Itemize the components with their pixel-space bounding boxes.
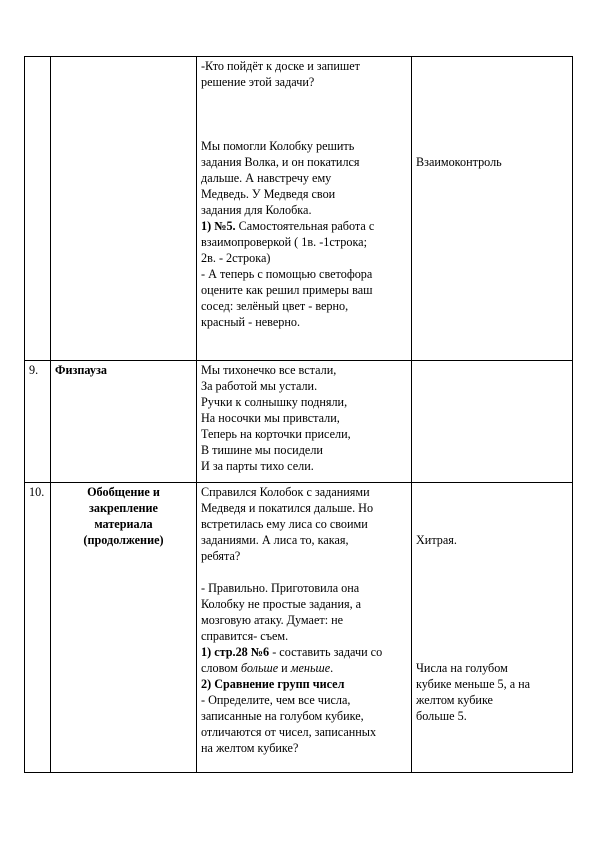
text-line <box>55 532 192 548</box>
text-line <box>201 580 407 596</box>
text-segment: больше 5. <box>416 709 467 723</box>
stage-cell <box>51 483 197 773</box>
text-segment: на желтом кубике? <box>201 741 299 755</box>
text-line <box>55 362 192 378</box>
text-segment: Обобщение и <box>87 485 160 499</box>
text-segment: - составить задачи со <box>269 645 383 659</box>
text-line <box>201 740 407 756</box>
text-line <box>201 154 407 170</box>
blank-line <box>201 564 407 580</box>
text-line <box>201 250 407 266</box>
blank-line <box>201 90 407 106</box>
blank-line <box>416 644 568 660</box>
text-line <box>201 532 407 548</box>
text-segment: - Правильно. Приготовила она <box>201 581 360 595</box>
row-number: 9. <box>25 361 51 483</box>
blank-line <box>416 138 568 154</box>
text-segment: Физпауза <box>55 363 107 377</box>
text-segment: меньше <box>290 661 331 675</box>
text-segment: словом <box>201 661 241 675</box>
text-line <box>416 676 568 692</box>
text-segment: заданиями. А лиса то, какая, <box>201 533 349 547</box>
text-segment: материала <box>94 517 153 531</box>
teacher-activity-cell <box>197 483 412 773</box>
text-segment: больше <box>240 661 279 675</box>
text-line <box>201 612 407 628</box>
teacher-activity-cell <box>197 57 412 361</box>
text-segment: (продолжение) <box>83 533 164 547</box>
text-segment: Взаимоконтроль <box>416 155 502 169</box>
stage-cell <box>51 361 197 483</box>
blank-line <box>416 122 568 138</box>
blank-line <box>416 484 568 500</box>
text-line <box>201 708 407 724</box>
text-line <box>201 170 407 186</box>
text-segment: Числа на голубом <box>416 661 508 675</box>
text-segment: Медведя и покатился дальше. Но <box>201 501 374 515</box>
text-line <box>201 724 407 740</box>
text-line <box>201 644 407 660</box>
text-line <box>201 426 407 442</box>
text-segment: За работой мы устали. <box>201 379 318 393</box>
student-activity-cell <box>412 483 573 773</box>
text-line <box>201 282 407 298</box>
text-line <box>55 484 192 500</box>
blank-line <box>416 516 568 532</box>
text-line <box>201 628 407 644</box>
text-segment: Мы тихонечко все встали, <box>201 363 337 377</box>
blank-line <box>416 90 568 106</box>
text-line <box>201 548 407 564</box>
text-segment: желтом кубике <box>416 693 493 707</box>
blank-line <box>416 74 568 90</box>
text-segment: 2) Сравнение групп чисел <box>201 677 345 691</box>
text-line <box>201 218 407 234</box>
text-segment: кубике меньше 5, а на <box>416 677 531 691</box>
text-line <box>201 660 407 676</box>
table-row <box>25 483 573 773</box>
text-segment: На носочки мы привстали, <box>201 411 340 425</box>
text-segment: Ручки к солнышку подняли, <box>201 395 348 409</box>
text-segment: Мы помогли Колобку решить <box>201 139 355 153</box>
text-line <box>201 596 407 612</box>
text-line <box>201 74 407 90</box>
text-segment: и <box>278 661 291 675</box>
blank-line <box>416 500 568 516</box>
blank-line <box>416 596 568 612</box>
text-segment: решение этой задачи? <box>201 75 315 89</box>
blank-line <box>416 106 568 122</box>
table-row <box>25 57 573 361</box>
text-segment: взаимопроверкой ( 1в. -1строка; <box>201 235 367 249</box>
text-segment: И за парты тихо сели. <box>201 459 314 473</box>
text-line <box>201 234 407 250</box>
text-segment: дальше. А навстречу ему <box>201 171 332 185</box>
text-line <box>201 378 407 394</box>
teacher-activity-cell <box>197 361 412 483</box>
text-line <box>416 154 568 170</box>
text-segment: Медведь. У Медведя свои <box>201 187 336 201</box>
text-segment: 2в. - 2строка) <box>201 251 271 265</box>
text-line <box>201 202 407 218</box>
text-segment: Справился Колобок с заданиями <box>201 485 370 499</box>
text-line <box>201 484 407 500</box>
text-line <box>55 500 192 516</box>
text-line <box>201 516 407 532</box>
blank-line <box>416 548 568 564</box>
text-segment: - А теперь с помощью светофора <box>201 267 373 281</box>
text-line <box>201 394 407 410</box>
text-line <box>201 58 407 74</box>
text-line <box>416 532 568 548</box>
lesson-plan-table <box>24 56 573 773</box>
text-segment: справится- съем. <box>201 629 289 643</box>
text-segment: закрепление <box>89 501 158 515</box>
text-segment: В тишине мы посидели <box>201 443 323 457</box>
row-number <box>25 57 51 361</box>
text-line <box>201 186 407 202</box>
blank-line <box>201 122 407 138</box>
student-activity-cell <box>412 57 573 361</box>
text-line <box>201 410 407 426</box>
text-line <box>201 314 407 330</box>
text-segment: Самостоятельная работа с <box>238 219 375 233</box>
text-line <box>201 298 407 314</box>
text-line <box>201 138 407 154</box>
text-line <box>416 692 568 708</box>
text-segment: задания Волка, и он покатился <box>201 155 360 169</box>
text-line <box>201 458 407 474</box>
text-segment: Колобку не простые задания, а <box>201 597 362 611</box>
text-line <box>201 692 407 708</box>
text-segment: мозговую атаку. Думает: не <box>201 613 344 627</box>
row-number: 10. <box>25 483 51 773</box>
text-segment: красный - неверно. <box>201 315 300 329</box>
text-segment: задания для Колобка. <box>201 203 312 217</box>
text-line <box>201 500 407 516</box>
text-segment: 1) №5. <box>201 219 239 233</box>
blank-line <box>201 106 407 122</box>
table-row <box>25 361 573 483</box>
stage-cell <box>51 57 197 361</box>
text-segment: сосед: зелёный цвет - верно, <box>201 299 349 313</box>
blank-line <box>416 580 568 596</box>
student-activity-cell <box>412 361 573 483</box>
text-segment: 1) стр.28 №6 <box>201 645 270 659</box>
text-segment: отличаются от чисел, записанных <box>201 725 377 739</box>
text-segment: встретилась ему лиса со своими <box>201 517 368 531</box>
blank-line <box>416 58 568 74</box>
text-segment: ребята? <box>201 549 241 563</box>
text-line <box>416 660 568 676</box>
text-line <box>201 676 407 692</box>
text-segment: . <box>330 661 334 675</box>
text-line <box>55 516 192 532</box>
text-segment: Хитрая. <box>416 533 457 547</box>
blank-line <box>416 612 568 628</box>
text-segment: - Определите, чем все числа, <box>201 693 351 707</box>
blank-line <box>416 564 568 580</box>
text-line <box>201 442 407 458</box>
text-segment: -Кто пойдёт к доске и запишет <box>201 59 360 73</box>
blank-line <box>416 628 568 644</box>
text-line <box>201 362 407 378</box>
text-segment: оцените как решил примеры ваш <box>201 283 373 297</box>
text-line <box>416 708 568 724</box>
text-line <box>201 266 407 282</box>
text-segment: Теперь на корточки присели, <box>201 427 351 441</box>
text-segment: записанные на голубом кубике, <box>201 709 364 723</box>
